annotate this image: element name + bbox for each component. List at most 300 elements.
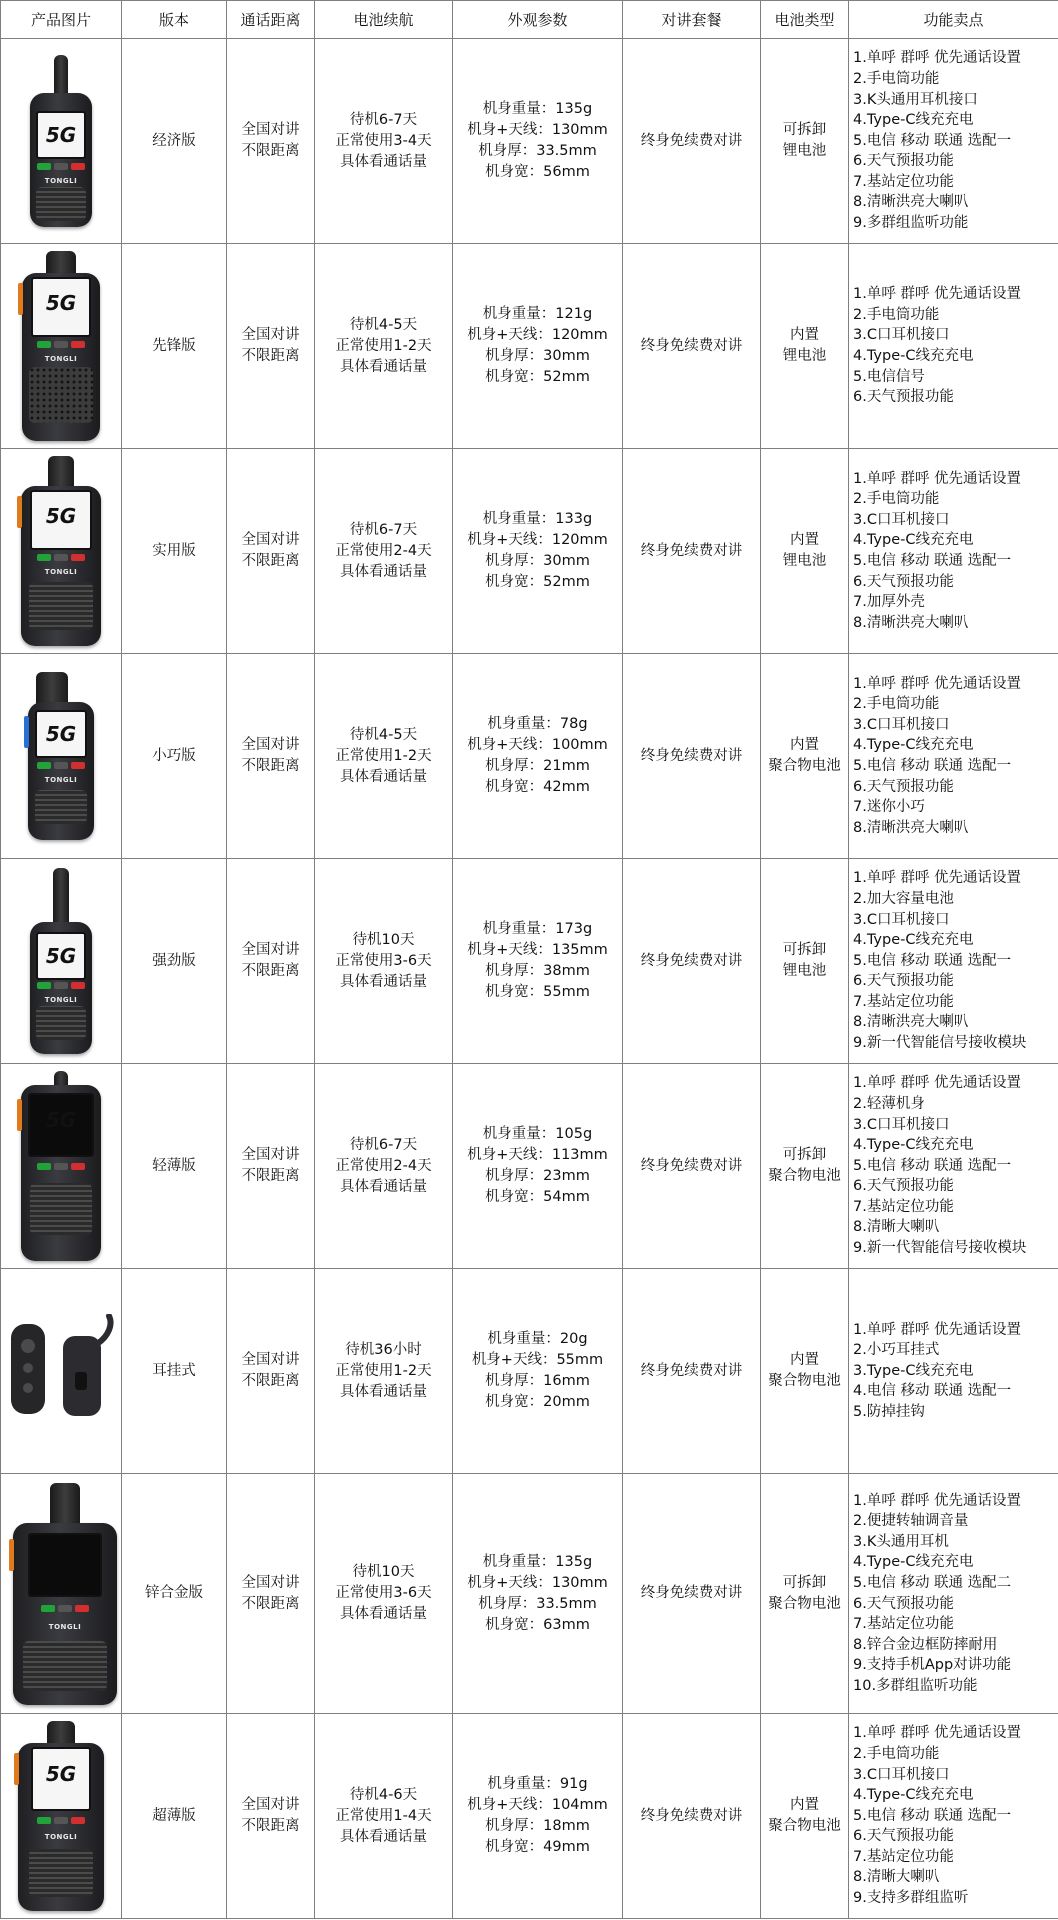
battery-life-line: 具体看通话量	[340, 1178, 427, 1195]
feature-line: 6.天气预报功能	[853, 389, 954, 406]
side-ptt-key	[17, 1099, 22, 1131]
battery-type-cell	[761, 39, 849, 244]
device-key	[37, 163, 51, 170]
battery-life-line: 待机6-7天	[349, 521, 418, 538]
header-battery-life: 电池续航	[315, 1, 453, 39]
plan-cell: 终身免续费对讲	[623, 1474, 761, 1714]
plan-cell: 终身免续费对讲	[623, 244, 761, 449]
feature-line: 8.锌合金边框防摔耐用	[853, 1636, 998, 1653]
table-row	[1, 1269, 1058, 1474]
specs-cell	[453, 1269, 623, 1474]
battery-type-line: 聚合物电池	[768, 1373, 841, 1389]
plan-cell: 终身免续费对讲	[623, 1714, 761, 1919]
feature-line: 7.基站定位功能	[853, 173, 954, 190]
battery-type-line: 聚合物电池	[768, 1595, 841, 1612]
distance-line: 不限距离	[241, 553, 300, 569]
battery-type-line: 内置	[790, 1352, 819, 1368]
header-product-image: 产品图片	[1, 1, 122, 39]
version-cell: 轻薄版	[122, 1064, 227, 1269]
screen-5g-logo: 5G	[45, 943, 77, 968]
spec-line: 机身重量：20g	[487, 1331, 588, 1347]
feature-line: 9.支持手机App对讲功能	[853, 1657, 1012, 1674]
spec-line: 机身+天线：130mm	[467, 1574, 608, 1591]
earpiece-button-shape	[23, 1383, 33, 1393]
device-key	[54, 982, 68, 989]
battery-life-line: 待机10天	[352, 1564, 415, 1580]
feature-line: 6.天气预报功能	[853, 1595, 954, 1612]
plan-cell: 终身免续费对讲	[623, 654, 761, 859]
device-key	[71, 1163, 85, 1170]
speaker-grille	[30, 1183, 92, 1235]
device-key	[71, 1817, 85, 1824]
feature-line: 1.单呼 群呼 优先通话设置	[853, 1321, 1022, 1338]
feature-line: 4.Type-C线充充电	[853, 532, 974, 549]
product-image-cell	[1, 654, 122, 859]
feature-line: 3.C口耳机接口	[853, 716, 950, 733]
spec-line: 机身宽：20mm	[485, 1394, 590, 1410]
feature-line: 5.电信 移动 联通 选配二	[853, 1574, 1012, 1591]
distance-cell	[227, 654, 315, 859]
feature-line: 5.防掉挂钩	[853, 1403, 925, 1420]
feature-line: 1.单呼 群呼 优先通话设置	[853, 286, 1022, 303]
feature-line: 6.天气预报功能	[853, 153, 954, 170]
features-cell	[849, 449, 1058, 654]
battery-life-cell	[315, 244, 453, 449]
feature-line: 2.加大容量电池	[853, 890, 954, 907]
device-key	[54, 163, 68, 170]
distance-cell	[227, 1474, 315, 1714]
feature-line: 1.单呼 群呼 优先通话设置	[853, 870, 1022, 887]
spec-line: 机身+天线：100mm	[467, 737, 608, 753]
device-keys	[37, 554, 85, 561]
feature-line: 4.Type-C线充充电	[853, 1137, 974, 1154]
distance-line: 全国对讲	[241, 1574, 300, 1591]
spec-line: 机身重量：135g	[482, 1553, 593, 1570]
device-screen	[28, 1533, 102, 1597]
spec-line: 机身重量：105g	[482, 1126, 593, 1142]
battery-type-cell	[761, 1269, 849, 1474]
feature-line: 3.C口耳机接口	[853, 327, 950, 344]
battery-life-line: 具体看通话量	[340, 153, 427, 170]
table-row	[1, 39, 1058, 244]
feature-line: 9.新一代智能信号接收模块	[853, 1240, 1027, 1257]
feature-line: 8.清晰洪亮大喇叭	[853, 614, 969, 631]
battery-life-line: 正常使用1-4天	[335, 1807, 432, 1824]
device-brand-label: TONGLI	[44, 1833, 78, 1841]
feature-line: 7.基站定位功能	[853, 1848, 954, 1865]
battery-type-cell	[761, 859, 849, 1064]
battery-type-line: 可拆卸	[782, 942, 827, 958]
product-image-cell	[1, 1714, 122, 1919]
battery-type-line: 可拆卸	[782, 1147, 827, 1163]
spec-line: 机身厚：33.5mm	[478, 143, 597, 159]
features-cell	[849, 1269, 1058, 1474]
device-screen	[31, 277, 91, 337]
spec-line: 机身宽：52mm	[485, 369, 590, 385]
features-cell	[849, 859, 1058, 1064]
device-brand-label: TONGLI	[44, 996, 78, 1004]
battery-life-line: 正常使用1-2天	[335, 747, 432, 764]
battery-type-cell	[761, 1064, 849, 1269]
device-key	[54, 554, 68, 561]
feature-line: 5.电信 移动 联通 选配一	[853, 758, 1012, 774]
feature-line: 7.基站定位功能	[853, 1198, 954, 1215]
specs-cell	[453, 859, 623, 1064]
table-row	[1, 654, 1058, 859]
side-ptt-key	[9, 1539, 14, 1571]
plan-cell: 终身免续费对讲	[623, 1269, 761, 1474]
device-brand-label: TONGLI	[44, 568, 78, 576]
battery-life-line: 具体看通话量	[340, 1606, 427, 1622]
device-keys	[37, 1163, 85, 1170]
device-screen	[36, 111, 86, 159]
feature-line: 6.天气预报功能	[853, 1828, 954, 1845]
feature-line: 6.天气预报功能	[853, 778, 954, 795]
spec-line: 机身宽：54mm	[485, 1189, 590, 1205]
device-key	[37, 1817, 51, 1824]
spec-line: 机身重量：91g	[487, 1776, 588, 1792]
spec-line: 机身厚：33.5mm	[478, 1595, 597, 1612]
walkie-talkie-image	[9, 456, 113, 646]
distance-line: 全国对讲	[241, 1797, 300, 1813]
distance-line: 不限距离	[241, 1818, 300, 1834]
feature-line: 3.Type-C线充充电	[853, 1362, 974, 1379]
spec-line: 机身厚：38mm	[485, 963, 590, 979]
battery-life-cell	[315, 1474, 453, 1714]
device-key	[54, 1817, 68, 1824]
specs-cell	[453, 1474, 623, 1714]
feature-line: 5.电信 移动 联通 选配一	[853, 553, 1012, 569]
feature-line: 5.电信 移动 联通 选配一	[853, 952, 1012, 969]
spec-line: 机身+天线：130mm	[467, 122, 608, 138]
product-image-cell	[1, 449, 122, 654]
device-screen	[30, 490, 92, 550]
feature-line: 4.电信 移动 联通 选配一	[853, 1383, 1012, 1400]
features-cell	[849, 1064, 1058, 1269]
table-row	[1, 1714, 1058, 1919]
table-row	[1, 1474, 1058, 1714]
distance-line: 不限距离	[241, 143, 300, 159]
device-screen	[36, 932, 86, 980]
feature-line: 1.单呼 群呼 优先通话设置	[853, 1075, 1022, 1092]
device-keys	[41, 1605, 89, 1612]
battery-type-cell	[761, 1714, 849, 1919]
speaker-grille	[35, 790, 87, 824]
side-ptt-key	[18, 283, 23, 315]
features-cell	[849, 1714, 1058, 1919]
device-key	[37, 341, 51, 348]
battery-type-line: 可拆卸	[782, 1574, 827, 1591]
device-screen	[35, 710, 87, 758]
battery-life-line: 正常使用2-4天	[335, 542, 432, 559]
battery-life-line: 具体看通话量	[340, 768, 427, 785]
battery-type-cell	[761, 244, 849, 449]
spec-line: 机身厚：18mm	[485, 1818, 590, 1834]
feature-line: 4.Type-C线充充电	[853, 112, 974, 129]
spec-line: 机身重量：133g	[482, 511, 593, 527]
battery-life-line: 待机6-7天	[349, 111, 418, 128]
spec-line: 机身+天线：135mm	[467, 942, 608, 958]
battery-life-line: 待机4-5天	[349, 726, 418, 743]
screen-5g-logo: 5G	[45, 721, 77, 746]
feature-line: 3.C口耳机接口	[853, 911, 950, 928]
battery-life-cell	[315, 1269, 453, 1474]
earpiece-port-shape	[75, 1372, 87, 1390]
distance-line: 不限距离	[241, 1373, 300, 1389]
feature-line: 9.多群组监听功能	[853, 215, 969, 232]
screen-5g-logo: 5G	[45, 1762, 77, 1787]
battery-life-line: 待机10天	[352, 931, 415, 948]
feature-line: 3.K头通用耳机	[853, 1533, 949, 1550]
speaker-grille	[29, 582, 93, 630]
product-image-cell	[1, 1269, 122, 1474]
spec-line: 机身重量：173g	[482, 921, 593, 937]
table-row	[1, 449, 1058, 654]
device-key	[71, 554, 85, 561]
version-cell: 经济版	[122, 39, 227, 244]
distance-cell	[227, 449, 315, 654]
table-row	[1, 1064, 1058, 1269]
device-key	[41, 1605, 55, 1612]
distance-line: 全国对讲	[241, 1352, 300, 1368]
device-key	[58, 1605, 72, 1612]
battery-life-line: 具体看通话量	[340, 973, 427, 990]
device-keys	[37, 762, 85, 769]
battery-life-line: 具体看通话量	[340, 1383, 427, 1400]
battery-life-line: 具体看通话量	[340, 358, 427, 375]
specs-cell	[453, 449, 623, 654]
walkie-talkie-image	[1, 1483, 129, 1705]
device-brand-label: TONGLI	[44, 177, 78, 185]
earpiece-hook-shape	[97, 1316, 111, 1344]
screen-5g-logo: 5G	[45, 504, 77, 529]
battery-life-line: 正常使用3-6天	[335, 1585, 432, 1601]
feature-line: 8.清晰洪亮大喇叭	[853, 194, 969, 211]
feature-line: 5.电信 移动 联通 选配一	[853, 1157, 1012, 1174]
feature-line: 8.清晰洪亮大喇叭	[853, 819, 969, 836]
plan-cell: 终身免续费对讲	[623, 1064, 761, 1269]
spec-line: 机身宽：63mm	[485, 1616, 590, 1633]
distance-line: 不限距离	[241, 758, 300, 774]
battery-type-line: 聚合物电池	[768, 758, 841, 774]
device-key	[54, 341, 68, 348]
distance-line: 全国对讲	[241, 532, 300, 548]
plan-cell: 终身免续费对讲	[623, 859, 761, 1064]
battery-life-line: 待机4-5天	[349, 316, 418, 333]
feature-line: 4.Type-C线充充电	[853, 348, 974, 364]
spec-line: 机身厚：23mm	[485, 1168, 590, 1184]
spec-line: 机身+天线：113mm	[467, 1147, 608, 1163]
feature-line: 2.手电筒功能	[853, 306, 940, 323]
feature-line: 5.电信信号	[853, 368, 925, 385]
speaker-grille	[29, 367, 93, 423]
version-cell: 超薄版	[122, 1714, 227, 1919]
feature-line: 7.迷你小巧	[853, 799, 925, 816]
distance-line: 不限距离	[241, 1168, 300, 1184]
feature-line: 1.单呼 群呼 优先通话设置	[853, 50, 1022, 67]
device-key	[71, 982, 85, 989]
distance-line: 不限距离	[241, 1595, 300, 1612]
spec-line: 机身厚：21mm	[485, 758, 590, 774]
device-brand-label: TONGLI	[44, 355, 78, 363]
version-cell: 小巧版	[122, 654, 227, 859]
device-key	[71, 163, 85, 170]
battery-type-line: 内置	[790, 1797, 819, 1813]
feature-line: 7.基站定位功能	[853, 1616, 954, 1633]
battery-type-cell	[761, 654, 849, 859]
battery-type-line: 锂电池	[782, 348, 827, 364]
table-row	[1, 859, 1058, 1064]
device-key	[37, 1163, 51, 1170]
feature-line: 2.手电筒功能	[853, 70, 940, 87]
header-specs: 外观参数	[453, 1, 623, 39]
spec-line: 机身宽：56mm	[485, 164, 590, 180]
device-keys	[37, 163, 85, 170]
product-image-cell	[1, 244, 122, 449]
device-key	[71, 341, 85, 348]
spec-line: 机身重量：121g	[482, 306, 593, 322]
battery-life-line: 正常使用3-4天	[335, 132, 432, 149]
battery-life-line: 正常使用3-6天	[335, 952, 432, 969]
battery-life-cell	[315, 39, 453, 244]
screen-5g-logo: 5G	[45, 1108, 77, 1133]
spec-line: 机身重量：135g	[482, 101, 593, 117]
spec-line: 机身+天线：104mm	[467, 1797, 608, 1813]
earpiece-button-shape	[21, 1339, 35, 1353]
spec-line: 机身+天线：55mm	[471, 1352, 604, 1368]
plan-cell: 终身免续费对讲	[623, 39, 761, 244]
battery-life-line: 具体看通话量	[340, 563, 427, 580]
device-brand-label: TONGLI	[44, 776, 78, 784]
device-keys	[37, 341, 85, 348]
spec-line: 机身+天线：120mm	[467, 327, 608, 343]
feature-line: 4.Type-C线充充电	[853, 1787, 974, 1804]
battery-type-line: 内置	[790, 737, 819, 753]
spec-line: 机身宽：49mm	[485, 1839, 590, 1855]
walkie-talkie-image	[16, 672, 106, 840]
feature-line: 5.电信 移动 联通 选配一	[853, 1807, 1012, 1824]
feature-line: 7.加厚外壳	[853, 594, 925, 611]
battery-life-line: 待机36小时	[345, 1341, 422, 1358]
feature-line: 4.Type-C线充充电	[853, 932, 974, 949]
product-image-cell	[1, 859, 122, 1064]
distance-cell	[227, 859, 315, 1064]
screen-5g-logo: 5G	[45, 122, 77, 147]
feature-line: 9.新一代智能信号接收模块	[853, 1035, 1027, 1052]
feature-line: 8.清晰大喇叭	[853, 1219, 940, 1236]
feature-line: 1.单呼 群呼 优先通话设置	[853, 470, 1022, 487]
distance-line: 全国对讲	[241, 327, 300, 343]
battery-life-line: 待机6-7天	[349, 1136, 418, 1153]
header-plan: 对讲套餐	[623, 1, 761, 39]
distance-line: 全国对讲	[241, 942, 300, 958]
version-cell: 先锋版	[122, 244, 227, 449]
header-battery-type: 电池类型	[761, 1, 849, 39]
distance-line: 全国对讲	[241, 737, 300, 753]
speaker-grille	[36, 1006, 86, 1040]
side-ptt-key	[14, 1753, 19, 1785]
device-key	[54, 1163, 68, 1170]
device-brand-label: TONGLI	[48, 1622, 82, 1631]
product-image-cell	[1, 1064, 122, 1269]
distance-cell	[227, 1269, 315, 1474]
specs-cell	[453, 1064, 623, 1269]
feature-line: 8.清晰大喇叭	[853, 1869, 940, 1886]
header-features: 功能卖点	[849, 1, 1058, 39]
feature-line: 1.单呼 群呼 优先通话设置	[853, 675, 1022, 692]
feature-line: 2.手电筒功能	[853, 1745, 940, 1762]
earpiece-button-shape	[23, 1363, 33, 1373]
spec-line: 机身厚：30mm	[485, 348, 590, 364]
header-distance: 通话距离	[227, 1, 315, 39]
walkie-talkie-image	[10, 251, 112, 441]
feature-line: 1.单呼 群呼 优先通话设置	[853, 1492, 1022, 1509]
feature-line: 4.Type-C线充充电	[853, 737, 974, 754]
table-row	[1, 244, 1058, 449]
speaker-grille	[23, 1641, 107, 1691]
features-cell	[849, 1474, 1058, 1714]
distance-cell	[227, 1714, 315, 1919]
specs-cell	[453, 244, 623, 449]
product-image-cell	[1, 1474, 122, 1714]
battery-type-line: 内置	[790, 532, 819, 548]
battery-type-line: 聚合物电池	[768, 1818, 841, 1834]
distance-cell	[227, 244, 315, 449]
distance-line: 不限距离	[241, 963, 300, 979]
feature-line: 3.C口耳机接口	[853, 1766, 950, 1783]
device-key	[54, 762, 68, 769]
device-screen	[28, 1093, 94, 1157]
battery-life-line: 待机4-6天	[349, 1786, 418, 1803]
feature-line: 3.C口耳机接口	[853, 1116, 950, 1133]
feature-line: 1.单呼 群呼 优先通话设置	[853, 1725, 1022, 1742]
feature-line: 3.K头通用耳机接口	[853, 91, 978, 108]
plan-cell: 终身免续费对讲	[623, 449, 761, 654]
battery-life-line: 正常使用1-2天	[335, 337, 432, 354]
spec-line: 机身宽：55mm	[485, 984, 590, 1000]
feature-line: 7.基站定位功能	[853, 993, 954, 1010]
device-key	[37, 982, 51, 989]
feature-line: 3.C口耳机接口	[853, 511, 950, 528]
features-cell	[849, 654, 1058, 859]
device-key	[71, 762, 85, 769]
speaker-grille	[29, 1849, 93, 1897]
distance-line: 不限距离	[241, 348, 300, 364]
feature-line: 4.Type-C线充充电	[853, 1554, 974, 1571]
specs-cell	[453, 654, 623, 859]
battery-type-line: 可拆卸	[782, 122, 827, 138]
specs-cell	[453, 1714, 623, 1919]
features-cell	[849, 244, 1058, 449]
device-key	[37, 554, 51, 561]
product-image-cell	[1, 39, 122, 244]
feature-line: 2.轻薄机身	[853, 1095, 925, 1112]
battery-type-line: 聚合物电池	[768, 1168, 841, 1184]
device-keys	[37, 982, 85, 989]
header-row	[1, 1, 1058, 39]
battery-type-line: 锂电池	[782, 963, 827, 979]
feature-line: 6.天气预报功能	[853, 1178, 954, 1195]
side-ptt-key	[24, 716, 29, 748]
walkie-talkie-image	[18, 868, 104, 1054]
battery-type-cell	[761, 449, 849, 654]
screen-5g-logo: 5G	[45, 291, 77, 316]
feature-line: 6.天气预报功能	[853, 973, 954, 990]
version-cell: 锌合金版	[122, 1474, 227, 1714]
distance-line: 全国对讲	[241, 1147, 300, 1163]
battery-type-line: 锂电池	[782, 143, 827, 159]
feature-line: 2.便捷转轴调音量	[853, 1513, 969, 1530]
